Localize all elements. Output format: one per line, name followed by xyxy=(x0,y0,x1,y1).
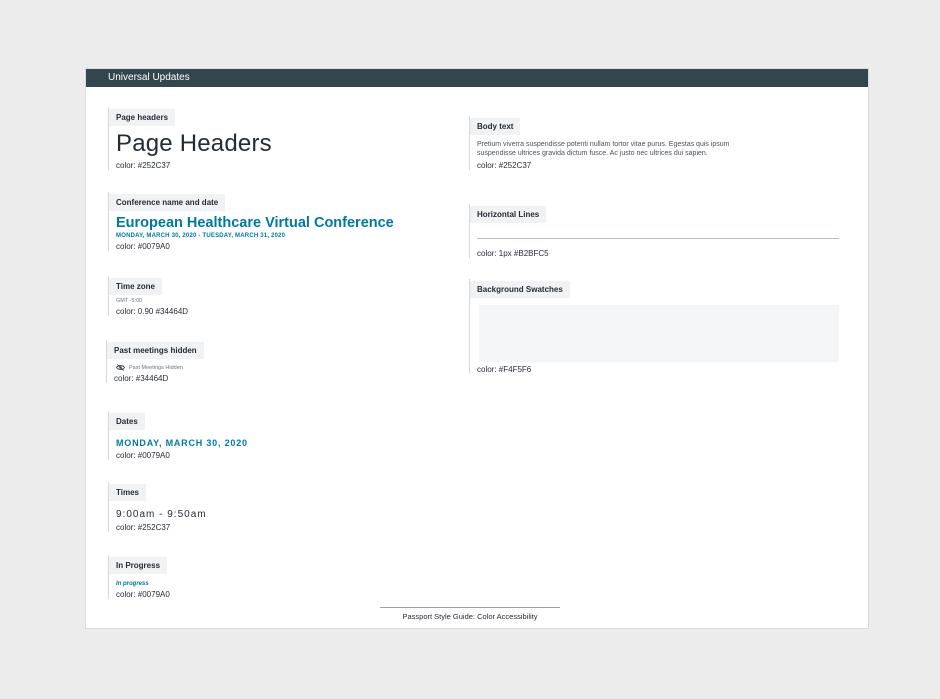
eye-slash-icon xyxy=(116,364,125,371)
conference-date-sample: MONDAY, MARCH 30, 2020 - TUESDAY, MARCH 31, 2020 xyxy=(116,233,286,239)
body-text-sample: Pretium viverra suspendisse potenti nullam tortor vitae purus. Egestas quis ipsum suspendisse ultrices gravida dictum fusce. Ac justo nec ultrices dui sapien. xyxy=(477,141,730,157)
color-value: color: #0079A0 xyxy=(116,242,170,251)
style-guide-page xyxy=(86,69,868,628)
section-time-zone xyxy=(108,276,188,316)
color-value: color: #34464D xyxy=(114,374,169,383)
page-header-sample: Page Headers xyxy=(116,130,272,157)
color-value: color: #F4F5F6 xyxy=(477,365,532,374)
times-sample: 9:00am - 9:50am xyxy=(116,509,207,520)
in-progress-sample: In progress xyxy=(116,581,149,587)
past-meetings-hidden-toggle xyxy=(116,364,204,371)
section-body-text xyxy=(469,116,757,170)
color-value: color: 0.90 #34464D xyxy=(116,307,189,316)
section-tag: Times xyxy=(109,484,146,501)
section-in-progress xyxy=(108,555,170,599)
color-value: color: #252C37 xyxy=(477,161,532,170)
section-tag: In Progress xyxy=(109,557,167,574)
color-value: color: 1px #B2BFC5 xyxy=(477,249,549,258)
section-tag: Background Swatches xyxy=(470,281,570,298)
section-dates xyxy=(108,411,248,460)
top-bar-title: Universal Updates xyxy=(108,72,190,83)
background-swatch xyxy=(479,305,839,362)
footer-caption: Passport Style Guide: Color Accessibility xyxy=(380,607,560,621)
color-value: color: #0079A0 xyxy=(116,590,170,599)
dates-sample: MONDAY, MARCH 30, 2020 xyxy=(116,438,248,448)
section-past-meetings xyxy=(106,340,204,383)
section-tag: Page headers xyxy=(109,109,175,126)
color-value: color: #252C37 xyxy=(116,523,171,532)
section-tag: Body text xyxy=(470,118,520,135)
time-zone-sample: GMT -5:00 xyxy=(116,298,143,304)
section-background-swatches xyxy=(469,279,839,374)
section-page-headers xyxy=(108,107,272,170)
horizontal-line-sample xyxy=(477,238,839,239)
color-value: color: #0079A0 xyxy=(116,451,170,460)
section-horizontal-lines xyxy=(469,204,839,258)
section-tag: Past meetings hidden xyxy=(107,342,204,359)
past-meetings-label: Past Meetings Hidden xyxy=(129,364,183,371)
section-tag: Time zone xyxy=(109,278,162,295)
section-tag: Conference name and date xyxy=(109,194,225,211)
color-value: color: #252C37 xyxy=(116,161,171,170)
section-tag: Horizontal Lines xyxy=(470,206,546,223)
section-conference xyxy=(108,192,394,251)
section-times xyxy=(108,482,207,532)
top-bar xyxy=(86,69,868,87)
section-tag: Dates xyxy=(109,413,145,430)
conference-name-sample: European Healthcare Virtual Conference xyxy=(116,215,394,231)
